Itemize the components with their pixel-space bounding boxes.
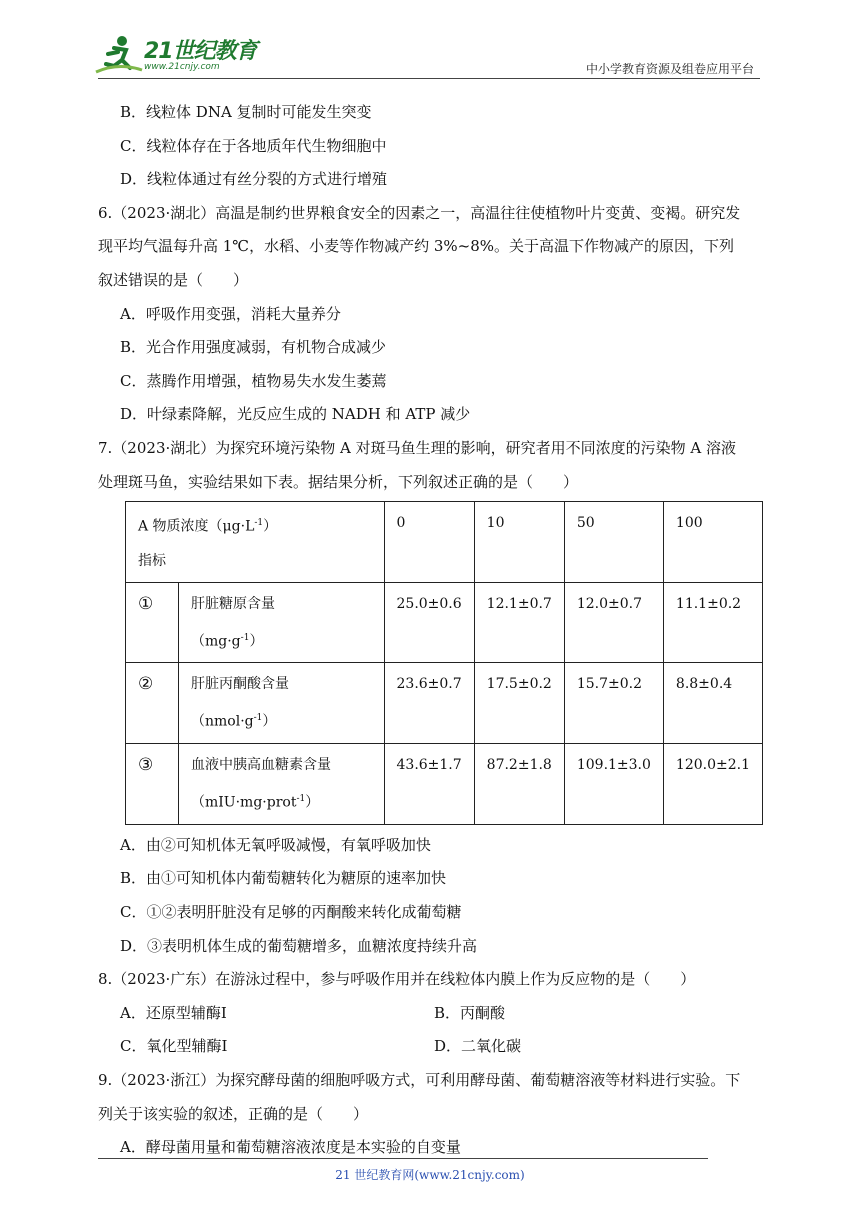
table-cell: 17.5±0.2 [474, 663, 564, 744]
q7-stem-line-1: 7.（2023·湖北）为探究环境污染物 A 对斑马鱼生理的影响，研究者用不同浓度的污染物 A 溶液 [98, 438, 736, 457]
table-cell: 120.0±2.1 [663, 744, 762, 825]
q7-option-d: D．③表明机体生成的葡萄糖增多，血糖浓度持续升高 [120, 936, 478, 955]
row-indicator: 肝脏丙酮酸含量 $(nmol\cdot g^{-1})$ [179, 663, 385, 744]
table-cell: 43.6±1.7 [384, 744, 474, 825]
platform-name: 中小学教育资源及组卷应用平台 [585, 62, 754, 76]
table-cell: 109.1±3.0 [564, 744, 663, 825]
runner-logo-icon [92, 32, 144, 78]
q6-option-b: B．光合作用强度减弱，有机物合成减少 [120, 338, 387, 357]
q8-option-c: C．氧化型辅酶Ⅰ [120, 1037, 228, 1056]
q5-option-b: B．线粒体 DNA 复制时可能发生突变 [120, 103, 372, 121]
q7-stem-line-2: 处理斑马鱼，实验结果如下表。据结果分析，下列叙述正确的是（ ） [98, 472, 579, 491]
q6-stem-line-3: 叙述错误的是（ ） [98, 270, 249, 289]
q9-stem-line-1: 9.（2023·浙江）为探究酵母菌的细胞呼吸方式，可利用酵母菌、葡萄糖溶液等材料进行实验。下 [98, 1070, 741, 1089]
concentration-header: 50 [564, 502, 663, 583]
table-cell: 15.7±0.2 [564, 663, 663, 744]
q8-option-d: D．二氧化碳 [434, 1037, 522, 1056]
q7-option-c: C．①②表明肝脏没有足够的丙酮酸来转化成葡萄糖 [120, 902, 462, 921]
q8-option-a: A．还原型辅酶Ⅰ [120, 1003, 227, 1022]
table-row [126, 663, 763, 744]
document-body [98, 96, 764, 1165]
table-cell: 23.6±0.7 [384, 663, 474, 744]
q7-option-b: B．由①可知机体内葡萄糖转化为糖原的速率加快 [120, 869, 447, 888]
q9-stem-line-2: 列关于该实验的叙述，正确的是（ ） [98, 1104, 369, 1123]
q6-stem-line-2: 现平均气温每升高 1℃，水稻、小麦等作物减产约 3%~8%。关于高温下作物减产的原因，下列 [98, 237, 735, 256]
q8-options-row-1 [98, 997, 764, 1031]
footer-link[interactable]: 21 世纪教育网(www.21cnjy.com) [335, 1168, 525, 1182]
table-row [126, 744, 763, 825]
table-row [126, 582, 763, 663]
table-cell: 12.0±0.7 [564, 582, 663, 663]
page-header [92, 30, 760, 78]
q6-option-a: A．呼吸作用变强，消耗大量养分 [120, 304, 341, 323]
table-cell: 12.1±0.7 [474, 582, 564, 663]
q9-option-a: A．酵母菌用量和葡萄糖溶液浓度是本实验的自变量 [120, 1138, 461, 1157]
q5-option-c: C．线粒体存在于各地质年代生物细胞中 [120, 136, 387, 155]
q7-option-a: A．由②可知机体无氧呼吸减慢，有氧呼吸加快 [120, 835, 431, 854]
q8-options-row-2 [98, 1030, 764, 1064]
row-indicator: 血液中胰高血糖素含量 （mIU·mg·prot$^{-1}$） [179, 744, 385, 825]
table-cell: 11.1±0.2 [663, 582, 762, 663]
logo-title: 21世纪教育 [144, 39, 257, 64]
q8-option-b: B．丙酮酸 [434, 1003, 506, 1022]
table-cell: 87.2±1.8 [474, 744, 564, 825]
table-header-row [126, 502, 763, 583]
concentration-header: 0 [384, 502, 474, 583]
concentration-header: 10 [474, 502, 564, 583]
q8-stem-line-1: 8.（2023·广东）在游泳过程中，参与呼吸作用并在线粒体内膜上作为反应物的是（ ） [98, 970, 696, 989]
footer-divider [98, 1158, 708, 1159]
q5-option-d: D．线粒体通过有丝分裂的方式进行增殖 [120, 170, 388, 189]
row-number: ① [126, 582, 179, 663]
concentration-header: 100 [663, 502, 762, 583]
header-divider [98, 78, 760, 79]
q6-option-d: D．叶绿素降解，光反应生成的 NADH 和 ATP 减少 [120, 405, 471, 424]
q6-option-c: C．蒸腾作用增强，植物易失水发生萎蔫 [120, 371, 387, 390]
table-corner-cell: A 物质浓度$(\mu g\cdot L^{-1})$ 指标 [126, 502, 385, 583]
q6-stem-line-1: 6.（2023·湖北）高温是制约世界粮食安全的因素之一，高温往往使植物叶片变黄、变褐。研究发 [98, 203, 741, 222]
table-cell: 25.0±0.6 [384, 582, 474, 663]
results-table [125, 501, 763, 825]
row-number: ② [126, 663, 179, 744]
site-logo[interactable] [92, 32, 257, 78]
table-cell: 8.8±0.4 [663, 663, 762, 744]
logo-url: www.21cnjy.com [144, 62, 220, 72]
row-number: ③ [126, 744, 179, 825]
row-indicator: 肝脏糖原含量 $(mg\cdot g^{-1})$ [179, 582, 385, 663]
index-label: 指标 [138, 552, 166, 569]
